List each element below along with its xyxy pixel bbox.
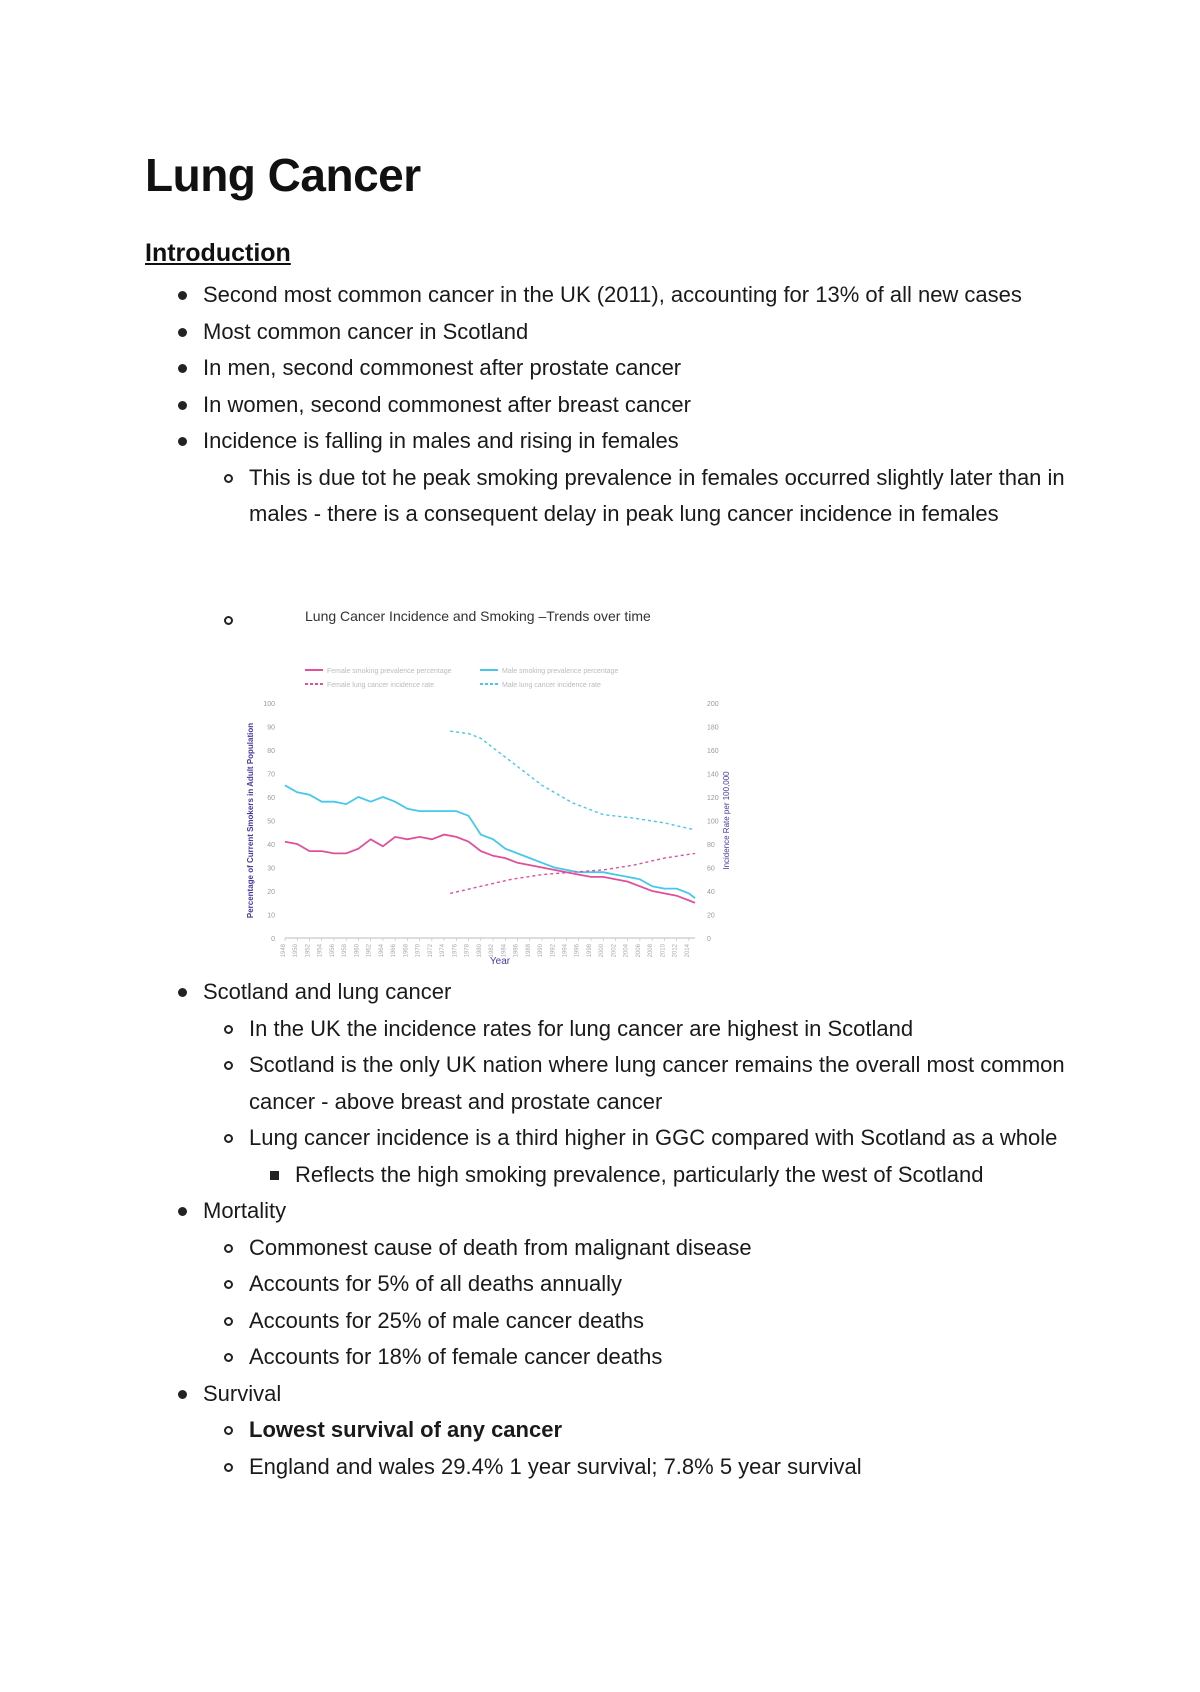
sub-list-item — [145, 1011, 1065, 1048]
x-tick-label: 1976 — [452, 944, 459, 958]
x-tick-label: 1980 — [476, 944, 483, 958]
x-tick-label: 2004 — [623, 944, 630, 958]
details-list — [145, 974, 1065, 1485]
y-tick-label: 90 — [267, 724, 275, 732]
sub-sub-list-item — [145, 1157, 1065, 1194]
x-tick-label: 1968 — [403, 944, 410, 958]
x-tick-label: 1962 — [366, 944, 373, 958]
y2-tick-label: 40 — [707, 889, 715, 896]
chart-figure — [245, 608, 735, 968]
y-tick-label: 20 — [267, 889, 275, 896]
hollow-bullet-icon — [224, 1061, 233, 1070]
sub-list-item — [145, 1412, 1065, 1449]
list-item-text: Scotland and lung cancer — [203, 979, 452, 1004]
sub-list-item — [145, 1303, 1065, 1340]
list-item-text: Accounts for 18% of female cancer deaths — [249, 1344, 663, 1369]
list-item-text: Most common cancer in Scotland — [203, 318, 529, 344]
x-tick-label: 2014 — [684, 944, 691, 958]
x-tick-label: 1956 — [329, 944, 336, 958]
hollow-bullet-icon — [224, 1025, 233, 1034]
sub-list-item — [145, 1339, 1065, 1376]
y-tick-label: 100 — [263, 701, 275, 708]
x-tick-label: 1952 — [305, 944, 312, 958]
x-tick-label: 1988 — [525, 944, 532, 958]
chart-title: Lung Cancer Incidence and Smoking –Trends over time — [305, 608, 651, 624]
hollow-bullet-icon — [224, 1317, 233, 1326]
legend-label: Female smoking prevalence percentage — [327, 668, 452, 675]
y-tick-label: 10 — [267, 912, 275, 920]
hollow-bullet-icon — [224, 1244, 233, 1253]
list-item-text: Lung cancer incidence is a third higher in GGC compared with Scotland as a whole — [249, 1125, 1058, 1150]
y-tick-label: 60 — [267, 795, 275, 802]
list-item — [145, 1193, 1065, 1230]
list-item — [145, 423, 1065, 460]
list-item — [145, 1376, 1065, 1413]
list-item-text: Second most common cancer in the UK (2011), accounting for 13% of all new cases — [203, 282, 1022, 307]
y2-tick-label: 200 — [707, 701, 719, 708]
x-tick-label: 2010 — [660, 944, 667, 958]
x-tick-label: 1972 — [427, 944, 434, 958]
x-tick-label: 2002 — [611, 944, 618, 958]
x-tick-label: 1954 — [317, 944, 324, 958]
sub-list-item — [145, 1449, 1065, 1486]
list-item-text: Mortality — [203, 1198, 287, 1223]
list-item — [145, 387, 1065, 424]
list-item-text: Incidence is falling in males and rising in females — [203, 428, 679, 453]
x-tick-label: 1984 — [501, 944, 508, 958]
series-line — [285, 835, 695, 903]
hollow-bullet-icon — [224, 474, 233, 483]
bullet-icon — [178, 401, 187, 410]
hollow-bullet-icon — [224, 1280, 233, 1289]
bullet-icon — [178, 988, 187, 997]
y2-tick-label: 60 — [707, 865, 715, 873]
y-tick-label: 80 — [267, 748, 275, 755]
list-item-text: In men, second commonest after prostate cancer — [203, 355, 682, 380]
x-axis-label: Year — [489, 956, 511, 967]
x-tick-label: 1950 — [293, 944, 300, 958]
y2-tick-label: 80 — [707, 842, 715, 849]
list-item — [145, 314, 1065, 351]
series-line — [285, 785, 695, 898]
list-item — [145, 350, 1065, 387]
sub-list-item — [145, 460, 1065, 533]
y2-tick-label: 0 — [707, 936, 711, 943]
x-tick-label: 1998 — [586, 944, 593, 958]
list-item-text: Reflects the high smoking prevalence, particularly the west of Scotland — [295, 1161, 984, 1187]
list-item-text: England and wales 29.4% 1 year survival; 7.8% 5 year survival — [249, 1453, 862, 1479]
y-tick-label: 50 — [267, 818, 275, 826]
x-tick-label: 1994 — [562, 944, 569, 958]
x-tick-label: 1966 — [391, 944, 398, 958]
sub-list-item — [145, 1120, 1065, 1157]
y-tick-label: 40 — [267, 842, 275, 849]
introduction-list — [145, 277, 1065, 533]
y2-tick-label: 160 — [707, 748, 719, 755]
list-item-text: In women, second commonest after breast cancer — [203, 391, 691, 417]
bullet-icon — [178, 291, 187, 300]
x-tick-label: 2008 — [648, 944, 655, 958]
x-tick-label: 1970 — [415, 944, 422, 958]
list-item-text: In the UK the incidence rates for lung cancer are highest in Scotland — [249, 1015, 914, 1041]
list-item — [145, 974, 1065, 1011]
sub-list-item — [145, 1047, 1065, 1120]
hollow-bullet-icon — [224, 616, 233, 625]
x-tick-label: 1990 — [538, 944, 545, 958]
x-tick-label: 2012 — [672, 944, 679, 958]
y-axis-label: Percentage of Current Smokers in Adult Population — [246, 722, 255, 919]
legend-label: Female lung cancer incidence rate — [327, 682, 435, 689]
x-tick-label: 1948 — [281, 944, 287, 958]
hollow-bullet-icon — [224, 1463, 233, 1472]
list-item-text: Survival — [203, 1380, 282, 1406]
y2-tick-label: 140 — [707, 771, 719, 779]
list-item-text: Accounts for 25% of male cancer deaths — [249, 1307, 644, 1333]
x-tick-label: 1986 — [513, 944, 520, 958]
bullet-icon — [178, 437, 187, 446]
y2-tick-label: 20 — [707, 912, 715, 920]
y2-axis-label: Incidence Rate per 100,000 — [722, 771, 731, 870]
x-tick-label: 1978 — [464, 944, 471, 958]
x-tick-label: 2006 — [635, 944, 642, 958]
sub-list-item — [145, 1266, 1065, 1303]
x-tick-label: 1982 — [489, 944, 496, 958]
x-tick-label: 1996 — [574, 944, 581, 958]
list-item-text: Lowest survival of any cancer — [249, 1417, 563, 1442]
bullet-icon — [178, 364, 187, 373]
y2-tick-label: 180 — [707, 724, 719, 732]
x-tick-label: 1964 — [378, 944, 385, 958]
hollow-bullet-icon — [224, 1426, 233, 1435]
y-tick-label: 30 — [267, 865, 275, 873]
x-tick-label: 1992 — [550, 944, 557, 958]
bullet-icon — [178, 1207, 187, 1216]
y2-tick-label: 100 — [707, 818, 719, 826]
x-tick-label: 1960 — [354, 944, 361, 958]
list-item-text: This is due tot he peak smoking prevalence in females occurred slightly later than in males - there is a consequent delay in peak lung cancer incidence in females — [249, 464, 1065, 526]
line-chart — [245, 608, 735, 968]
x-tick-label: 1958 — [342, 944, 349, 958]
hollow-bullet-icon — [224, 1353, 233, 1362]
legend-label: Male smoking prevalence percentage — [502, 668, 619, 675]
bullet-icon — [178, 1390, 187, 1399]
y-tick-label: 0 — [271, 936, 275, 943]
legend-label: Male lung cancer incidence rate — [502, 682, 601, 689]
series-line — [450, 731, 695, 830]
square-bullet-icon — [270, 1171, 279, 1180]
sub-list-item — [145, 1230, 1065, 1267]
x-tick-label: 2000 — [599, 944, 606, 958]
list-item — [145, 277, 1065, 314]
list-item-text: Scotland is the only UK nation where lung cancer remains the overall most common cancer - above breast and prostate cancer — [249, 1052, 1065, 1114]
bullet-icon — [178, 328, 187, 337]
page-title: Lung Cancer — [145, 149, 421, 201]
y-tick-label: 70 — [267, 771, 275, 779]
section-heading-introduction: Introduction — [145, 239, 291, 267]
list-item-text: Accounts for 5% of all deaths annually — [249, 1271, 623, 1296]
x-tick-label: 1974 — [440, 944, 447, 958]
hollow-bullet-icon — [224, 1134, 233, 1143]
y2-tick-label: 120 — [707, 795, 719, 802]
list-item-text: Commonest cause of death from malignant disease — [249, 1234, 752, 1260]
